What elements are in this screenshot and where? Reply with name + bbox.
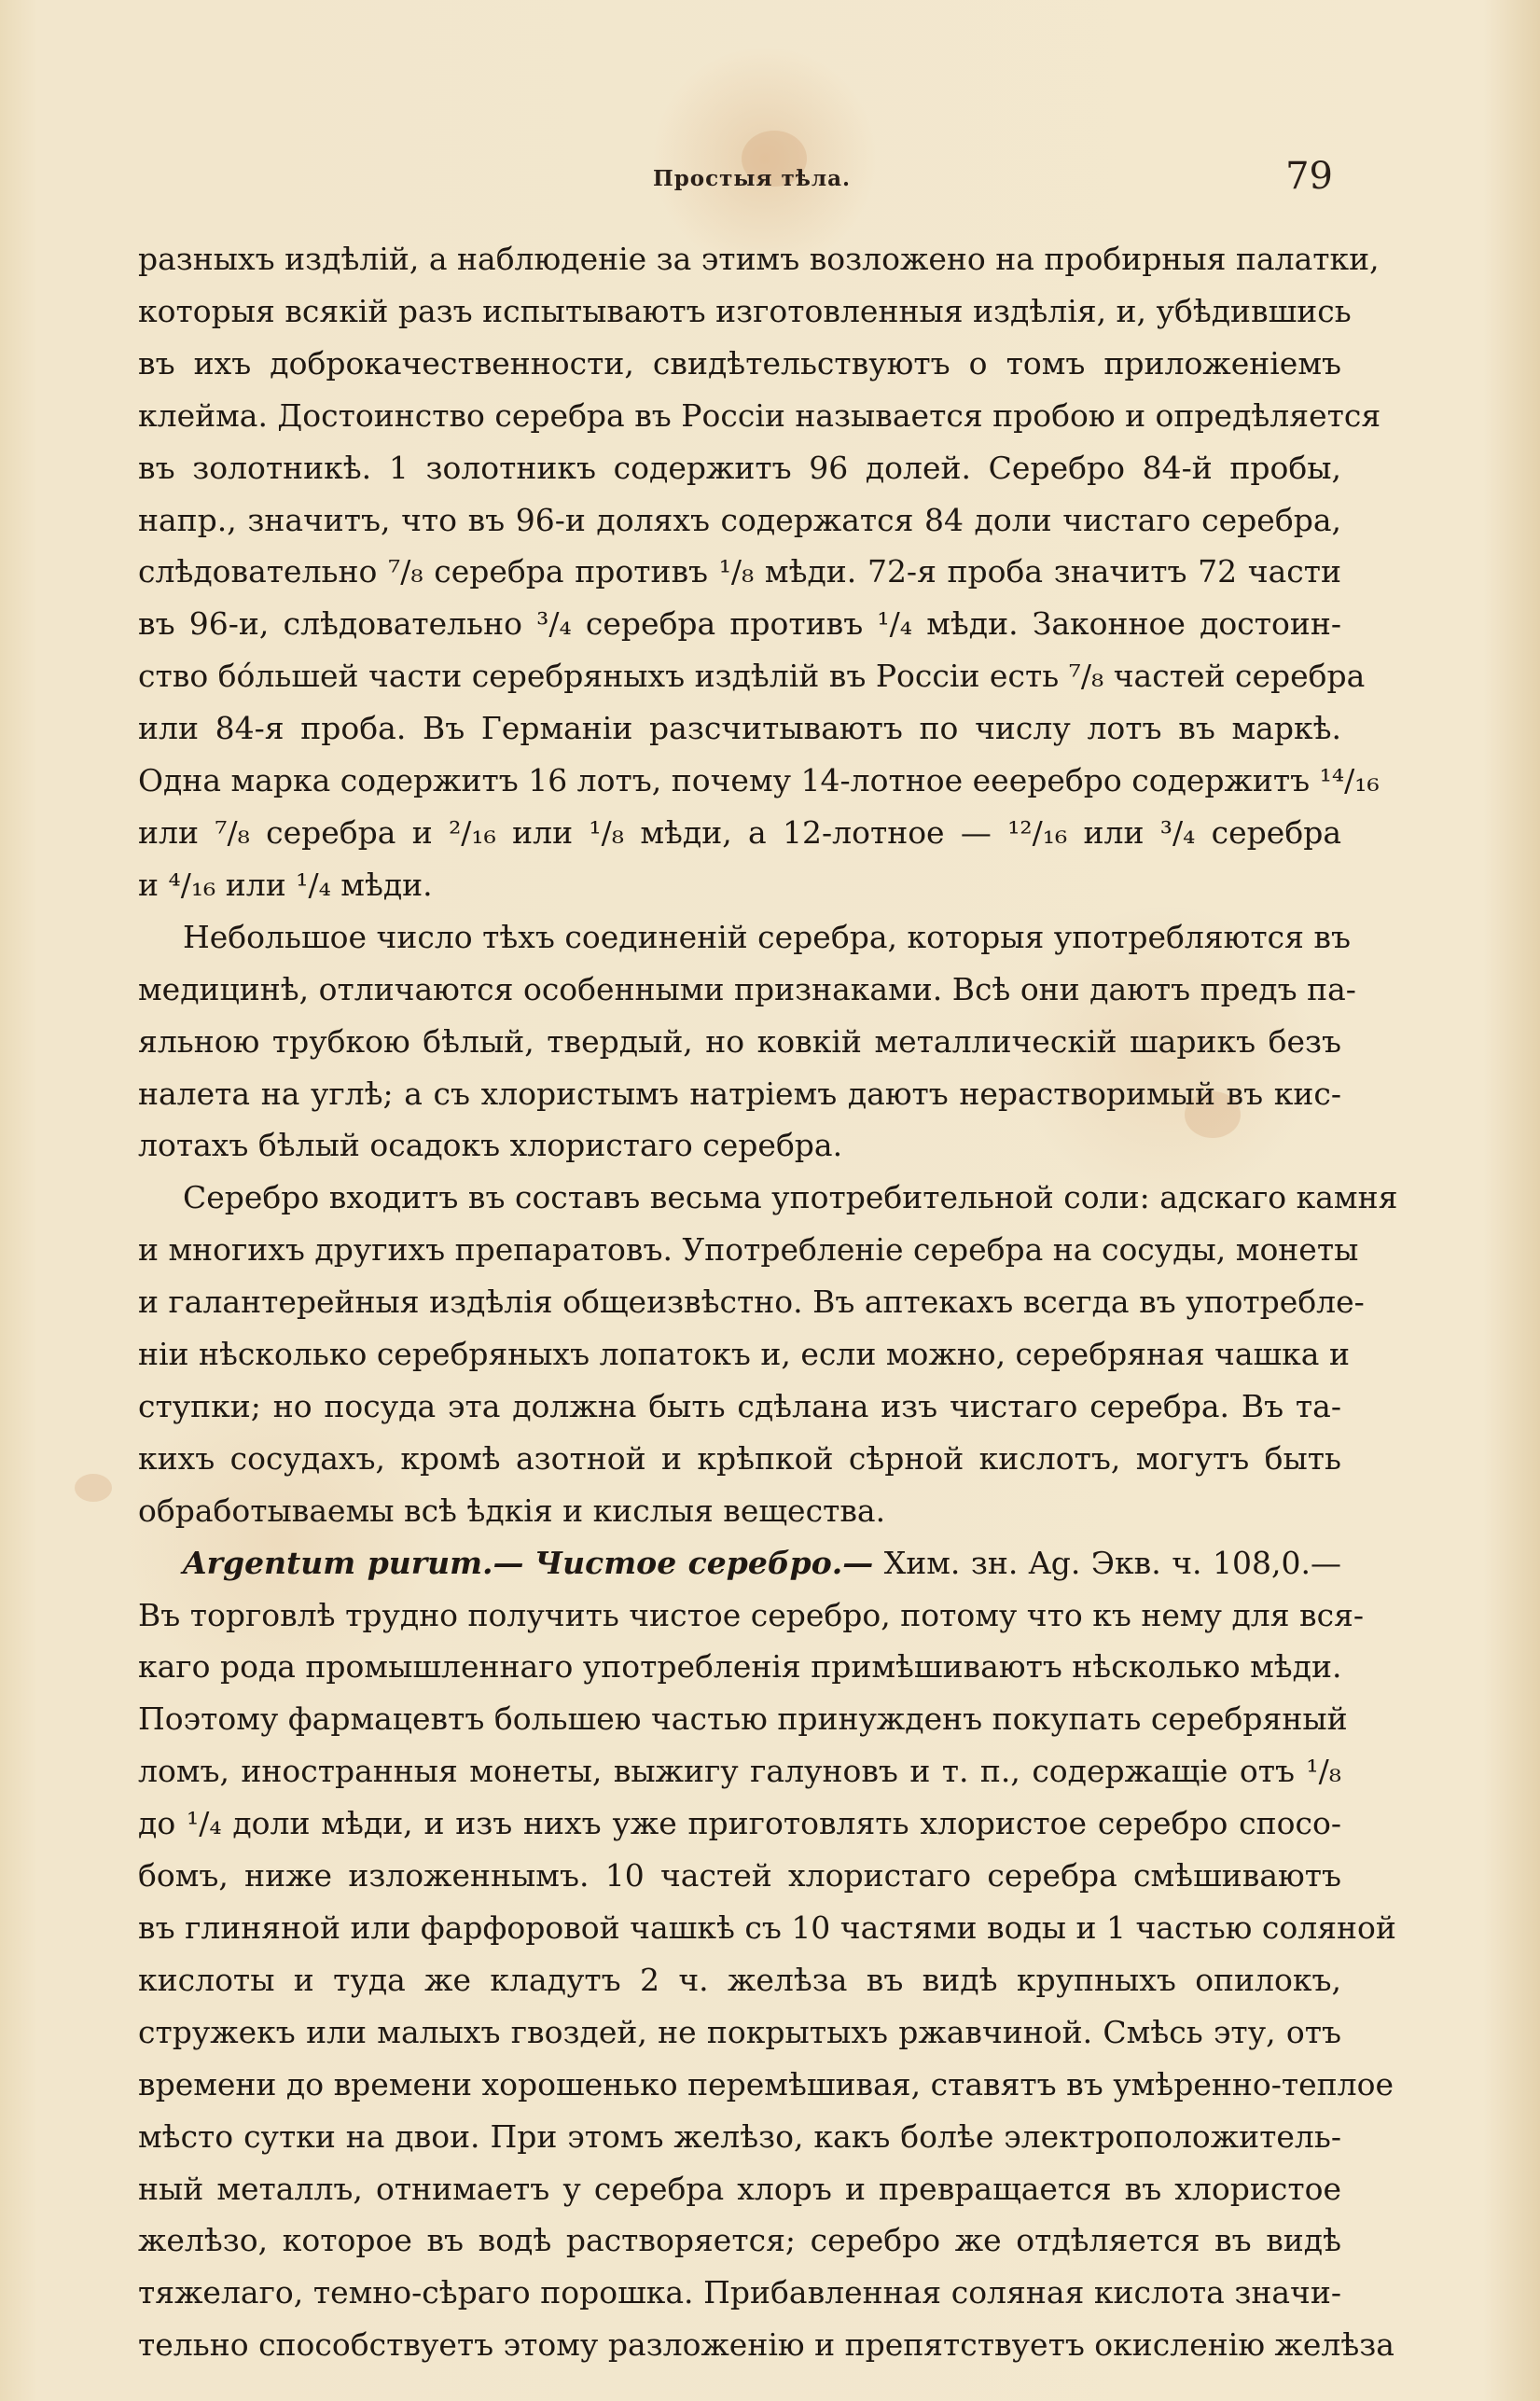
text-line: или ⁷/₈ серебра и ²/₁₆ или ¹/₈ мѣди, а 12-лотное — ¹²/₁₆ или ³/₄ серебра: [138, 813, 1341, 851]
text-line: яльною трубкою бѣлый, твердый, но ковкій металлическій шарикъ безъ: [138, 1022, 1341, 1060]
text-line: въ ихъ доброкачественности, свидѣтельствуютъ о томъ приложеніемъ: [138, 344, 1341, 382]
text-line: слѣдовательно ⁷/₈ серебра противъ ¹/₈ мѣди. 72-я проба значитъ 72 части: [138, 553, 1341, 590]
text-line: ступки; но посуда эта должна быть сдѣлана изъ чистаго серебра. Въ та-: [138, 1387, 1341, 1424]
text-line: Въ торговлѣ трудно получить чистое серебро, потому что къ нему для вся-: [138, 1596, 1365, 1633]
text-line: Поэтому фармацевтъ большею частью принужденъ покупать серебряный: [138, 1700, 1348, 1738]
text-line: каго рода промышленнаго употребленія примѣшиваютъ нѣсколько мѣди.: [138, 1648, 1342, 1686]
text-line: въ золотникѣ. 1 золотникъ содержитъ 96 долей. Серебро 84-й пробы,: [138, 449, 1341, 486]
text-line: обработываемы всѣ ѣдкія и кислыя вещества.: [138, 1492, 886, 1529]
running-head: Простыя тѣла.: [653, 166, 852, 191]
page-header: [0, 149, 1540, 205]
text-line: въ 96-и, слѣдовательно ³/₄ серебра противъ ¹/₄ мѣди. Законное достоин-: [138, 605, 1341, 643]
text-line: лотахъ бѣлый осадокъ хлористаго серебра.: [138, 1127, 843, 1164]
heading-formula: Хим. зн. Ag. Экв. ч. 108,0.—: [883, 1544, 1341, 1581]
text-line: бомъ, ниже изложеннымъ. 10 частей хлористаго серебра смѣшиваютъ: [138, 1857, 1341, 1894]
heading-latin: Argentum purum.—: [183, 1544, 524, 1581]
text-line: ломъ, иностранныя монеты, выжигу галуновъ и т. п., содержащіе отъ ¹/₈: [138, 1753, 1341, 1790]
section-heading-line: [138, 1537, 1341, 1589]
paper-stain: [75, 1474, 112, 1502]
text-line: Одна марка содержитъ 16 лотъ, почему 14-лотное еееребро содержитъ ¹⁴/₁₆: [138, 762, 1380, 799]
text-line: Небольшое число тѣхъ соединеній серебра, которыя употребляются въ: [183, 918, 1351, 955]
text-line: или 84-я проба. Въ Германіи разсчитываютъ по числу лотъ въ маркѣ.: [138, 710, 1341, 747]
text-line: въ глиняной или фарфоровой чашкѣ съ 10 частями воды и 1 частью соляной: [138, 1909, 1396, 1946]
text-line: ный металлъ, отнимаетъ у серебра хлоръ и превращается въ хлористое: [138, 2170, 1341, 2207]
text-line: кислоты и туда же кладутъ 2 ч. желѣза въ видѣ крупныхъ опилокъ,: [138, 1961, 1341, 1998]
text-line: Серебро входитъ въ составъ весьма употребительной соли: адскаго камня: [183, 1179, 1398, 1216]
text-line: налета на углѣ; а съ хлористымъ натріемъ даютъ нерастворимый въ кис-: [138, 1075, 1341, 1112]
text-line: стружекъ или малыхъ гвоздей, не покрытыхъ ржавчиной. Смѣсь эту, отъ: [138, 2013, 1341, 2050]
text-line: мѣсто сутки на двои. При этомъ желѣзо, какъ болѣе электроположитель-: [138, 2117, 1341, 2155]
text-line: ніи нѣсколько серебряныхъ лопатокъ и, если можно, серебряная чашка и: [138, 1336, 1350, 1373]
text-line: разныхъ издѣлій, а наблюденіе за этимъ возложено на пробирныя палатки,: [138, 241, 1380, 277]
text-line: и галантерейныя издѣлія общеизвѣстно. Въ аптекахъ всегда въ употребле-: [138, 1284, 1365, 1321]
text-line: кихъ сосудахъ, кромѣ азотной и крѣпкой сѣрной кислотъ, могутъ быть: [138, 1439, 1341, 1477]
text-line: которыя всякій разъ испытываютъ изготовленныя издѣлія, и, убѣдившись: [138, 292, 1352, 329]
text-line: и ⁴/₁₆ или ¹/₄ мѣди.: [138, 866, 433, 903]
heading-russian: Чистое серебро.—: [534, 1544, 874, 1581]
text-line: клейма. Достоинство серебра въ Россіи называется пробою и опредѣляется: [138, 396, 1381, 434]
text-line: тяжелаго, темно-сѣраго порошка. Прибавленная соляная кислота значи-: [138, 2274, 1341, 2311]
body-text: [138, 233, 1398, 2371]
text-line: до ¹/₄ доли мѣди, и изъ нихъ уже приготовлять хлористое серебро спосо-: [138, 1805, 1341, 1842]
text-line: времени до времени хорошенько перемѣшивая, ставятъ въ умѣренно-теплое: [138, 2065, 1394, 2103]
text-line: напр., значитъ, что въ 96-и доляхъ содержатся 84 доли чистаго серебра,: [138, 501, 1341, 538]
text-line: тельно способствуетъ этому разложенію и препятствуетъ окисленію желѣза: [138, 2326, 1394, 2364]
text-line: желѣзо, которое въ водѣ растворяется; серебро же отдѣляется въ видѣ: [138, 2222, 1341, 2259]
text-line: и многихъ другихъ препаратовъ. Употребленіе серебра на сосуды, монеты: [138, 1231, 1359, 1269]
text-line: ство бóльшей части серебряныхъ издѣлій въ Россіи есть ⁷/₈ частей серебра: [138, 658, 1366, 695]
text-line: медицинѣ, отличаются особенными признаками. Всѣ они даютъ предъ па-: [138, 970, 1356, 1007]
page-number: 79: [1285, 155, 1333, 198]
